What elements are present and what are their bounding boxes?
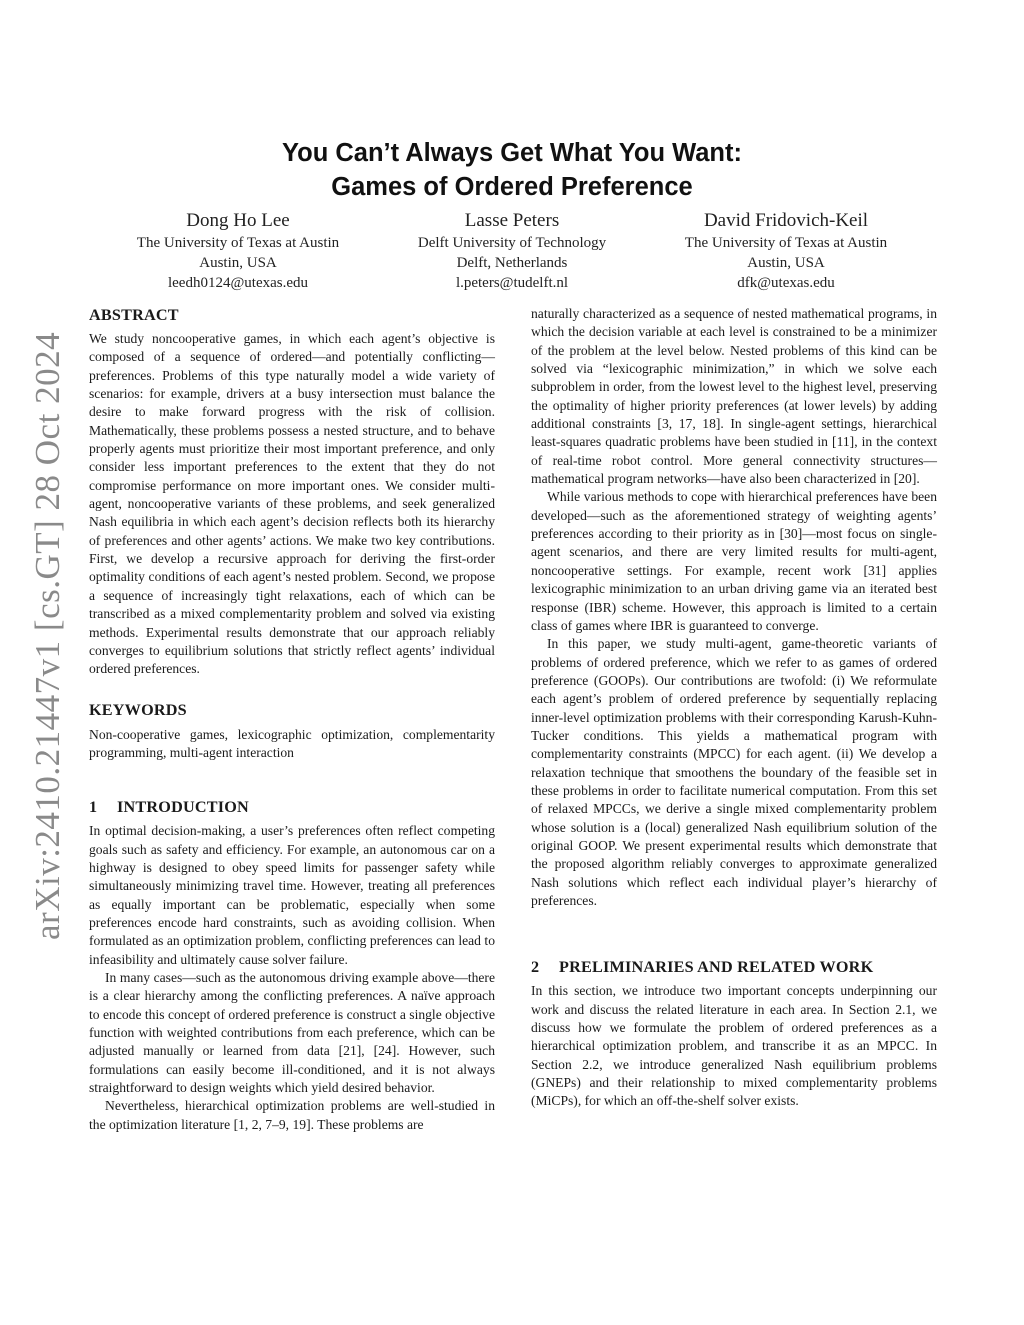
arxiv-identifier-stamp: arXiv:2410.21447v1 [cs.GT] 28 Oct 2024 [28,331,67,940]
author-email: leedh0124@utexas.edu [167,275,309,291]
author-location: Austin, USA [199,255,277,271]
author-location: Austin, USA [747,255,825,271]
intro-paragraph-6: In this paper, we study multi-agent, game-theoretic variants of problems of ordered preference, which we refer to as games of ordered preference (GOOPs). Our contributions are twofold: (i) We reformulate each agent’s problem of ordered preference by sequentially replacing inner-level optimization problems with their corresponding Karush-Kuhn-Tucker conditions. This yields a mathematical program with complementarity constraints (MPCC) for each agent. (ii) We develop a relaxation technique that smoothens the boundary of the feasible set in these problems in order to facilitate numerical computation. From this set of relaxed MPCCs, we derive a single mixed complementarity problem whose solution is a (local) generalized Nash equilibrium solution of the original GOOP. We present experimental results which demonstrate that the proposed algorithm reliably converges to approximate generalized Nash solutions which reflect each individual player’s hierarchy of preferences. [531,636,937,908]
author-location: Delft, Netherlands [456,255,568,271]
section-1-number: 1 [89,798,98,817]
intro-paragraph-4: naturally characterized as a sequence of nested mathematical programs, in which the decision variable at each level is constrained to be a minimizer of the problem at the level below. Nested problems of this kind can be solved via “lexicographic minimization,” in which we solve each subproblem in order, from the lowest level to the highest level, preserving the optimality of higher priority preferences (at lower levels) by adding additional constraints [3, 17, 18]. In single-agent settings, hierarchical least-squares quadratic problems have been studied in [11], in the context of real-time robot control. More general connectivity structures—mathematical program networks—have also been characterized in [20]. [531,306,937,487]
section-2-number: 2 [531,958,540,977]
author-block-1 [88,208,388,293]
abstract-text: We study noncooperative games, in which each agent’s objective is composed of a sequence of ordered—and potentially conflicting—preferences. Problems of this type naturally model a wide variety of scenarios: for example, drivers at a busy intersection must balance the desire to make forward progress with the risk of collision. Mathematically, these problems possess a nested structure, and to behave properly agents must prioritize their most important preference, and only consider less important preferences to the extent that they do not compromise performance on more important ones. We consider multi-agent, noncooperative variants of these problems, and seek generalized Nash equilibria in which each agent’s decision reflects both its hierarchy of preferences and other agents’ actions. We make two key contributions. First, we develop a recursive approach for deriving the first-order optimality conditions of each agent’s nested problem. Second, we propose a sequence of increasingly tight relaxations, each of which can be transcribed as a mixed complementarity problem and solved via existing methods. Experimental results demonstrate that our approach reliably converges to equilibrium solutions that strictly reflect agents’ individual ordered preferences. [89,331,495,677]
author-institution: Delft University of Technology [417,235,607,251]
keywords-heading: KEYWORDS [89,700,187,719]
author-institution: The University of Texas at Austin [684,235,888,251]
abstract-heading: ABSTRACT [89,306,179,324]
section-2-paragraph-1: In this section, we introduce two important concepts underpinning our work and discuss the related literature in each area. In Section 2.1, we discuss how we formulate the problem of ordered preferences as a hierarchical optimization problem, and transcribe it as an MPCC. In Section 2.2, we introduce generalized Nash equilibrium problems (GNEPs) and their relationship to mixed complementarity problems (MiCPs), for which an off-the-shelf solver exists. [531,983,937,1109]
paper-title [100,136,924,204]
author-block-3 [636,208,936,293]
section-1-title: INTRODUCTION [117,798,249,817]
author-institution: The University of Texas at Austin [136,235,340,251]
intro-paragraph-2: In many cases—such as the autonomous driving example above—there is a clear hierarchy among the conflicting preferences. A naïve approach to encode this concept of ordered preference is construct a single objective function with weighted contributions from each preference, which can be adjusted manually or learned from data [21], [24]. However, such formulations can easily become ill-conditioned, and it is not always straightforward to design weights which yield desired behavior. [89,969,495,1096]
intro-paragraph-1: In optimal decision-making, a user’s preferences often reflect competing goals such as safety and efficiency. For example, an autonomous car on a highway is designed to obey speed limits for passenger safety while simultaneously minimizing travel time. However, treating all preferences as equally important can be problematic, especially when some preferences encode hard constraints, such as avoiding collision. When formulated as an optimization problem, conflicting preferences can lead to infeasibility and ultimately cause solver failure. [89,823,495,967]
section-1-heading [89,797,495,817]
right-column [531,305,937,1111]
paper-title-line-1: You Can’t Always Get What You Want: [282,139,742,167]
author-name: Lasse Peters [464,210,560,231]
author-block-2 [362,208,662,293]
author-email: l.peters@tudelft.nl [455,275,569,291]
intro-paragraph-5: While various methods to cope with hierarchical preferences have been developed—such as the aforementioned strategy of weighting agents’ preferences according to their priority as in [30]—most focus on single-agent scenarios, and there are very limited results for multi-agent, noncooperative settings. For example, recent work [31] applies lexicographic minimization to an urban driving game via an iterated best response (IBR) scheme. However, this approach is limited to a certain class of games where IBR is guaranteed to converge. [531,489,937,633]
intro-paragraph-3: Nevertheless, hierarchical optimization problems are well-studied in the optimization literature [1, 2, 7–9, 19]. These problems are [89,1098,495,1132]
section-2-title: PRELIMINARIES AND RELATED WORK [559,958,874,977]
author-name: Dong Ho Lee [186,210,290,231]
author-name: David Fridovich-Keil [703,210,869,231]
left-column [89,305,495,1134]
keywords-text: Non-cooperative games, lexicographic optimization, complementarity programming, multi-agent interaction [89,726,495,760]
author-email: dfk@utexas.edu [737,275,835,291]
section-2-heading [531,957,937,977]
paper-title-line-2: Games of Ordered Preference [331,173,693,201]
